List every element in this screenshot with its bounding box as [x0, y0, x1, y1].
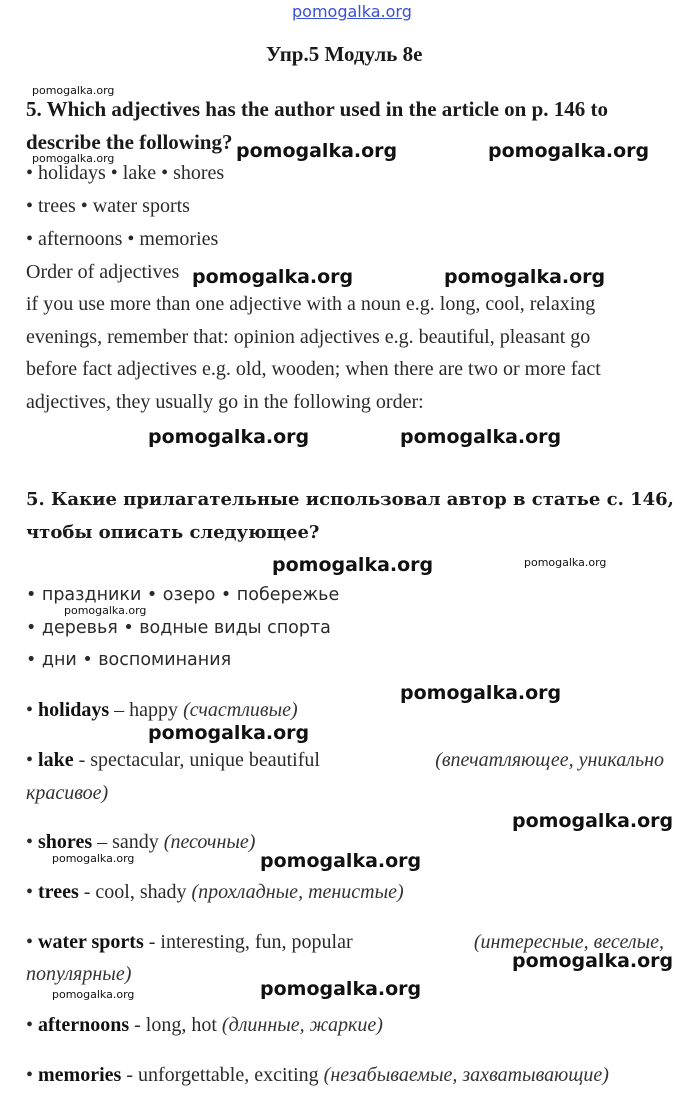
- site-link[interactable]: pomogalka.org: [292, 2, 412, 21]
- answer-row: • afternoons - long, hot (длинные, жаркие): [26, 1014, 383, 1036]
- watermark: pomogalka.org: [512, 810, 674, 832]
- answer-term: holidays: [38, 699, 110, 721]
- list-item: • деревья • водные виды спорта: [26, 618, 331, 638]
- question-en-line1: 5. Which adjectives has the author used in the article on p. 146 to: [26, 97, 608, 121]
- page-title: Упр.5 Модуль 8е: [266, 42, 423, 66]
- watermark: pomogalka.org: [192, 266, 354, 288]
- answer-row-cont: популярные): [26, 963, 132, 985]
- answer-row-cont: красивое): [26, 782, 109, 804]
- list-item: • holidays • lake • shores: [26, 162, 225, 184]
- answer-term: shores: [38, 831, 93, 853]
- order-heading: Order of adjectives: [26, 261, 180, 283]
- answer-term: water sports: [38, 931, 144, 953]
- watermark: pomogalka.org: [400, 426, 562, 448]
- question-ru-line2: чтобы описать следующее?: [26, 522, 320, 543]
- answer-row: • holidays – happy (счастливые): [26, 699, 298, 721]
- rule-line: before fact adjectives e.g. old, wooden; when there are two or more fact: [26, 358, 601, 380]
- watermark: pomogalka.org: [64, 604, 147, 617]
- watermark: pomogalka.org: [444, 266, 606, 288]
- answer-term: memories: [38, 1064, 122, 1086]
- question-ru-line1: 5. Какие прилагательные использовал автор в статье с. 146,: [26, 489, 674, 510]
- answer-row: • trees - cool, shady (прохладные, тенистые): [26, 881, 404, 903]
- answer-row: • shores – sandy (песочные): [26, 831, 256, 853]
- answer-row: • memories - unforgettable, exciting (незабываемые, захватывающие): [26, 1064, 609, 1086]
- rule-line: adjectives, they usually go in the following order:: [26, 391, 424, 413]
- watermark: pomogalka.org: [148, 722, 310, 744]
- watermark: pomogalka.org: [32, 84, 115, 97]
- question-en-line2: describe the following?: [26, 130, 233, 154]
- watermark: pomogalka.org: [524, 556, 607, 569]
- watermark: pomogalka.org: [236, 140, 398, 162]
- list-item: • дни • воспоминания: [26, 650, 232, 670]
- watermark: pomogalka.org: [260, 978, 422, 1000]
- answer-term: afternoons: [38, 1014, 130, 1036]
- watermark: pomogalka.org: [272, 554, 434, 576]
- answer-row: • water sports - interesting, fun, popular (интересные, веселые,: [26, 931, 664, 953]
- answer-term: trees: [38, 881, 79, 903]
- watermark: pomogalka.org: [52, 988, 135, 1001]
- answer-term: lake: [38, 749, 74, 771]
- answer-row: • lake - spectacular, unique beautiful (впечатляющее, уникально: [26, 749, 664, 771]
- watermark: pomogalka.org: [148, 426, 310, 448]
- watermark: pomogalka.org: [52, 852, 135, 865]
- watermark: pomogalka.org: [260, 850, 422, 872]
- rule-line: if you use more than one adjective with a noun e.g. long, cool, relaxing: [26, 293, 596, 315]
- list-item: • trees • water sports: [26, 195, 190, 217]
- watermark: pomogalka.org: [512, 950, 674, 972]
- list-item: • праздники • озеро • побережье: [26, 585, 340, 605]
- list-item: • afternoons • memories: [26, 228, 219, 250]
- watermark: pomogalka.org: [400, 682, 562, 704]
- watermark: pomogalka.org: [32, 152, 115, 165]
- watermark: pomogalka.org: [488, 140, 650, 162]
- rule-line: evenings, remember that: opinion adjectives e.g. beautiful, pleasant go: [26, 326, 591, 348]
